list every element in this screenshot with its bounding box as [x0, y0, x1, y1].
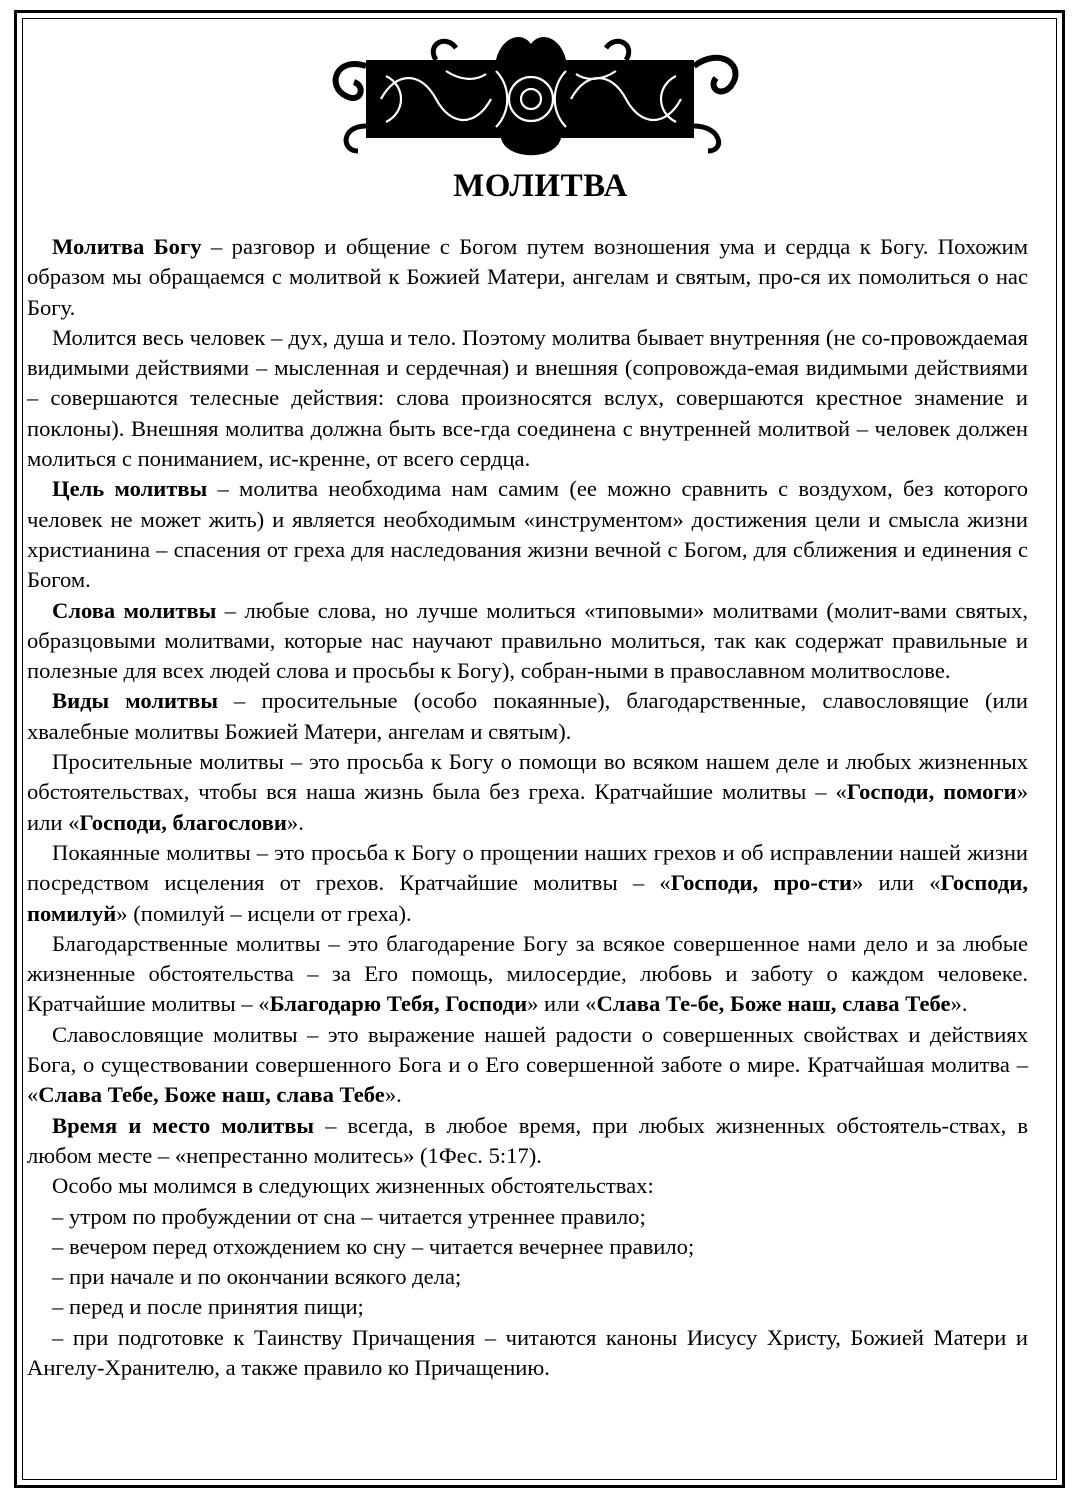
list-item: – при начале и по окончании всякого дела;	[52, 1264, 462, 1290]
paragraph-purpose: Цель молитвы – молитва необходима нам самим (ее можно сравнить с воздухом, без которого человек не может жить) и является необходимым «инструментом» достижения цели и смысла жизни христианина – спасения от греха для наследования жизни вечной с Богом, для сближения и единения с Богом.	[27, 476, 1028, 593]
paragraph-petition: Просительные молитвы – это просьба к Богу о помощи во всяком нашем деле и любых жизненных обстоятельствах, чтобы вся наша жизнь была без греха. Кратчайшие молитвы – «Господи, помоги» или «Господи, благослови».	[27, 749, 1028, 835]
paragraph-kinds: Виды молитвы – просительные (особо покаянные), благодарственные, славословящие (или хвалебные молитвы Божией Матери, ангелам и святым).	[27, 688, 1028, 744]
list-item: – при подготовке к Таинству Причащения – читаются каноны Иисусу Христу, Божией Матери и Ангелу-Хранителю, а также правило ко Причащению.	[27, 1324, 1028, 1380]
floral-headpiece-ornament	[326, 26, 766, 166]
paragraph-repentance: Покаянные молитвы – это просьба к Богу о прощении наших грехов и об исправлении нашей жизни посредством исцеления от грехов. Кратчайшие молитвы – «Господи, про-сти» или «Господи, помилуй» (помилуй – исцели от греха).	[27, 839, 1028, 926]
document-body	[27, 232, 1028, 1383]
paragraph-glorification: Славословящие молитвы – это выражение нашей радости о совершенных свойствах и действиях Бога, о существовании совершенного Бога и о Его совершенной заботе о мире. Кратчайшая молитва – «Слава Тебе, Боже наш, слава Тебе».	[27, 1021, 1028, 1108]
list-item: – утром по пробуждении от сна – читается утреннее правило;	[52, 1203, 646, 1229]
list-item: – перед и после принятия пищи;	[52, 1294, 364, 1320]
paragraph-thanksgiving: Благодарственные молитвы – это благодарение Богу за всякое совершенное нами дело и за любые жизненные обстоятельства – за Его помощь, милосердие, любовь и заботу о каждом человеке. Кратчайшие молитвы – «Благодарю Тебя, Господи» или «Слава Те-бе, Боже наш, слава Тебе».	[27, 930, 1028, 1017]
paragraph-words: Слова молитвы – любые слова, но лучше молиться «типовыми» молитвами (молит-вами святых, образцовыми молитвами, которые нас научают правильно молиться, так как содержат правильные и полезные для всех людей слова и просьбы к Богу), собран-ными в православном молитвослове.	[27, 597, 1028, 684]
paragraph-prayer-definition: Молитва Богу – разговор и общение с Богом путем возношения ума и сердца к Богу. Похожим образом мы обращаемся с молитвой к Божией Матери, ангелам и святым, про-ся их помолиться о нас Богу.	[27, 234, 1028, 320]
paragraph-time-place: Время и место молитвы – всегда, в любое время, при любых жизненных обстоятель-ствах, в любом месте – «непрестанно молитесь» (1Фес. 5:17).	[27, 1112, 1029, 1168]
paragraph-occasions-intro: Особо мы молимся в следующих жизненных обстоятельствах:	[52, 1173, 654, 1199]
page-title: МОЛИТВА	[453, 168, 628, 204]
list-item: – вечером перед отхождением ко сну – читается вечернее правило;	[52, 1233, 695, 1259]
paragraph-whole-person: Молится весь человек – дух, душа и тело. Поэтому молитва бывает внутренняя (не со-провождаемая видимыми действиями – мысленная и сердечная) и внешняя (сопровожда-емая видимыми действиями – совершаются телесные действия: слова произносятся вслух, совершаются крестное знамение и поклоны). Внешняя молитва должна быть все-гда соединена с внутренней молитвой – человек должен молиться с пониманием, ис-кренне, от всего сердца.	[27, 324, 1028, 472]
